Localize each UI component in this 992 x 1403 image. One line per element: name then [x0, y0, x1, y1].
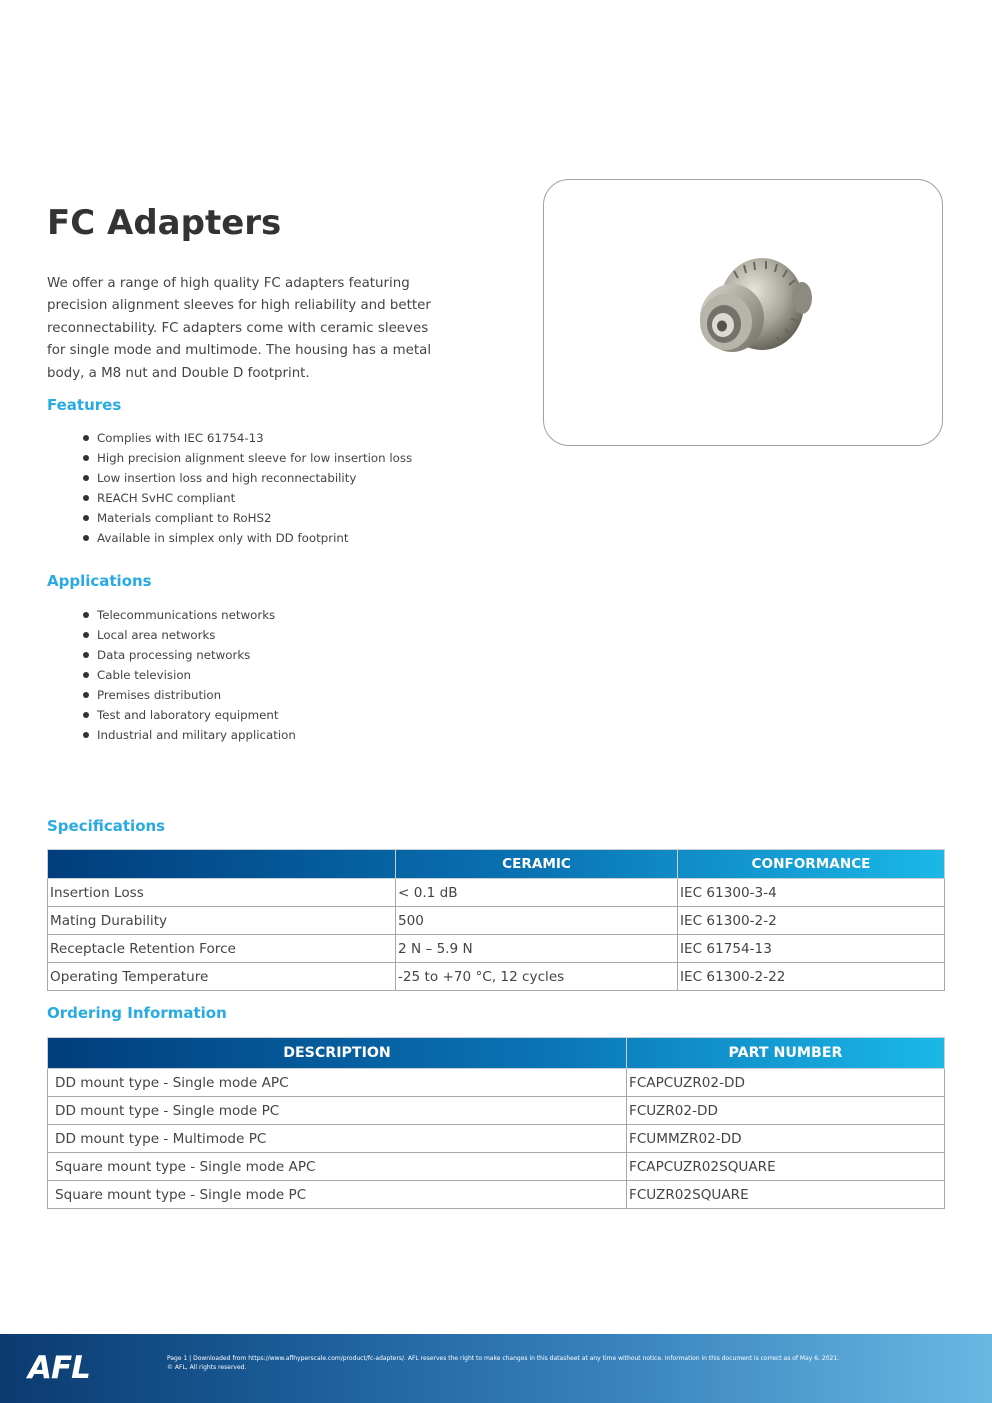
table-cell: Square mount type - Single mode PC — [48, 1181, 627, 1209]
list-item: Local area networks — [80, 625, 296, 645]
list-item: Premises distribution — [80, 685, 296, 705]
page-footer — [0, 1334, 992, 1403]
table-header-row — [48, 1038, 945, 1069]
features-list — [80, 428, 412, 548]
table-cell: < 0.1 dB — [396, 879, 678, 907]
list-item: Test and laboratory equipment — [80, 705, 296, 725]
fc-adapter-product-image — [674, 256, 814, 371]
list-item: Data processing networks — [80, 645, 296, 665]
table-cell: IEC 61754-13 — [678, 935, 945, 963]
table-row — [48, 1097, 945, 1125]
table-cell: FCAPCUZR02SQUARE — [627, 1153, 945, 1181]
table-header-row — [48, 850, 945, 879]
intro-paragraph: We offer a range of high quality FC adapters featuring precision alignment sleeves for high reliability and better reconnectability. FC adapters come with ceramic sleeves for single mode and multimode. The housing has a metal body, a M8 nut and Double D footprint. — [47, 276, 432, 381]
table-cell: FCUZR02SQUARE — [627, 1181, 945, 1209]
table-cell: -25 to +70 °C, 12 cycles — [396, 963, 678, 991]
list-item: Materials compliant to RoHS2 — [80, 508, 412, 528]
table-cell: IEC 61300-2-22 — [678, 963, 945, 991]
table-cell: IEC 61300-2-2 — [678, 907, 945, 935]
table-cell: 500 — [396, 907, 678, 935]
list-item: High precision alignment sleeve for low insertion loss — [80, 448, 412, 468]
footer-text — [167, 1354, 839, 1372]
table-cell: Receptacle Retention Force — [48, 935, 396, 963]
column-header: CONFORMANCE — [678, 850, 945, 879]
list-item: Telecommunications networks — [80, 605, 296, 625]
table-cell: DD mount type - Single mode APC — [48, 1069, 627, 1097]
table-cell: 2 N – 5.9 N — [396, 935, 678, 963]
specifications-heading: Specifications — [47, 817, 166, 835]
column-header: CERAMIC — [396, 850, 678, 879]
list-item: Low insertion loss and high reconnectability — [80, 468, 412, 488]
table-cell: DD mount type - Single mode PC — [48, 1097, 627, 1125]
table-cell: Insertion Loss — [48, 879, 396, 907]
table-cell: FCAPCUZR02-DD — [627, 1069, 945, 1097]
ordering-heading: Ordering Information — [47, 1004, 227, 1022]
list-item: Industrial and military application — [80, 725, 296, 745]
table-row — [48, 1181, 945, 1209]
list-item: Available in simplex only with DD footprint — [80, 528, 412, 548]
applications-heading: Applications — [47, 572, 152, 590]
table-row — [48, 907, 945, 935]
applications-list — [80, 605, 296, 745]
column-header: DESCRIPTION — [48, 1038, 627, 1069]
table-cell: FCUMMZR02-DD — [627, 1125, 945, 1153]
table-cell: DD mount type - Multimode PC — [48, 1125, 627, 1153]
footer-line-2: © AFL, All rights reserved. — [167, 1364, 247, 1371]
table-cell: FCUZR02-DD — [627, 1097, 945, 1125]
column-header — [48, 850, 396, 879]
page-title: FC Adapters — [47, 203, 282, 243]
specifications-table — [47, 849, 945, 991]
ordering-table — [47, 1037, 945, 1209]
features-heading: Features — [47, 396, 122, 414]
list-item: Complies with IEC 61754-13 — [80, 428, 412, 448]
table-row — [48, 963, 945, 991]
list-item: REACH SvHC compliant — [80, 488, 412, 508]
product-image-card — [543, 179, 943, 446]
column-header: PART NUMBER — [627, 1038, 945, 1069]
table-row — [48, 935, 945, 963]
list-item: Cable television — [80, 665, 296, 685]
footer-line-1: Page 1 | Downloaded from https://www.aflhyperscale.com/product/fc-adapters/. AFL reserves the right to make changes in this datasheet at any time without notice. Information in this document is correct as of May 6, 2021. — [167, 1355, 840, 1362]
table-cell: Square mount type - Single mode APC — [48, 1153, 627, 1181]
table-cell: Mating Durability — [48, 907, 396, 935]
afl-logo: AFL — [28, 1350, 90, 1386]
table-row — [48, 1125, 945, 1153]
table-cell: IEC 61300-3-4 — [678, 879, 945, 907]
table-row — [48, 879, 945, 907]
table-row — [48, 1069, 945, 1097]
table-row — [48, 1153, 945, 1181]
table-cell: Operating Temperature — [48, 963, 396, 991]
